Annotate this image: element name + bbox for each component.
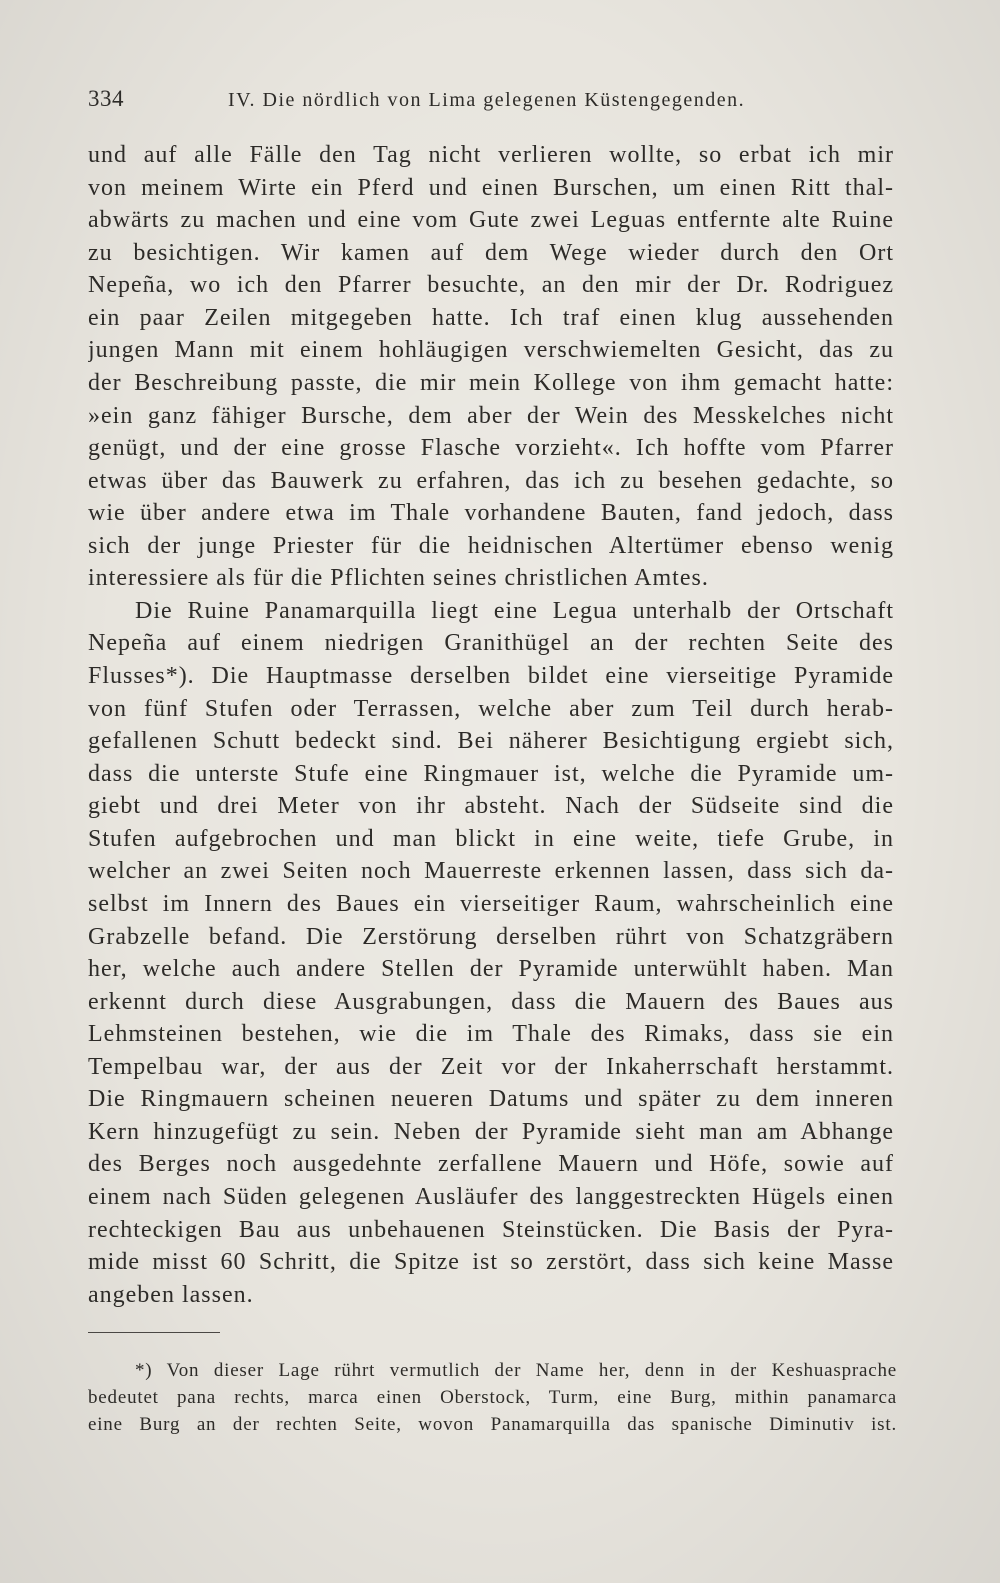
- footnote-line: eine Burg an der rechten Seite, wovon Panamarquilla das spanische Diminutiv ist.: [88, 1414, 897, 1435]
- text-line: von meinem Wirte ein Pferd und einen Burschen, um einen Ritt thal-: [88, 174, 894, 201]
- text-line: einem nach Süden gelegenen Ausläufer des langgestreckten Hügels einen: [88, 1184, 894, 1210]
- text-line: rechteckigen Bau aus unbehauenen Steinstücken. Die Basis der Pyra-: [88, 1216, 894, 1243]
- text-line: sich der junge Priester für die heidnischen Altertümer ebenso wenig: [88, 532, 894, 559]
- text-line: der Beschreibung passte, die mir mein Kollege von ihm gemacht hatte:: [88, 369, 894, 396]
- text-line: Tempelbau war, der aus der Zeit vor der Inkaherrschaft herstammt.: [88, 1053, 894, 1080]
- running-head: IV. Die nördlich von Lima gelegenen Küstengegenden.: [228, 89, 746, 111]
- text-line: gefallenen Schutt bedeckt sind. Bei näherer Besichtigung ergiebt sich,: [88, 728, 894, 755]
- footnote-line: *) Von dieser Lage rührt vermutlich der Name her, denn in der Keshuasprache: [135, 1360, 897, 1381]
- text-line: abwärts zu machen und eine vom Gute zwei Leguas entfernte alte Ruine: [88, 207, 894, 234]
- text-line: Flusses*). Die Hauptmasse derselben bildet eine vierseitige Pyramide: [88, 663, 894, 689]
- footnote-line: bedeutet pana rechts, marca einen Oberstock, Turm, eine Burg, mithin panamarca: [88, 1387, 897, 1408]
- text-line: Kern hinzugefügt zu sein. Neben der Pyramide sieht man am Abhange: [88, 1118, 894, 1145]
- body-text: [88, 139, 894, 1311]
- text-line: erkennt durch diese Ausgrabungen, dass die Mauern des Baues aus: [88, 988, 894, 1015]
- text-line: jungen Mann mit einem hohläugigen verschwiemelten Gesicht, das zu: [88, 337, 894, 364]
- text-line: Nepeña, wo ich den Pfarrer besuchte, an den mir der Dr. Rodriguez: [88, 272, 894, 299]
- footnote: [88, 1357, 897, 1438]
- text-line: ein paar Zeilen mitgegeben hatte. Ich traf einen klug aussehenden: [88, 304, 894, 331]
- text-line: Die Ruine Panamarquilla liegt eine Legua unterhalb der Ortschaft: [135, 597, 894, 624]
- footnote-rule: [88, 1332, 220, 1333]
- text-line: Die Ringmauern scheinen neueren Datums und später zu dem inneren: [88, 1086, 894, 1113]
- text-line: welcher an zwei Seiten noch Mauerreste erkennen lassen, dass sich da-: [88, 858, 894, 885]
- text-line: »ein ganz fähiger Bursche, dem aber der Wein des Messkelches nicht: [88, 402, 894, 429]
- paragraph: [88, 139, 894, 595]
- text-line: des Berges noch ausgedehnte zerfallene Mauern und Höfe, sowie auf: [88, 1151, 894, 1178]
- paragraph: [88, 595, 894, 1311]
- text-line: angeben lassen.: [88, 1281, 254, 1308]
- text-line: wie über andere etwa im Thale vorhandene Bauten, fand jedoch, dass: [88, 500, 894, 527]
- text-line: Stufen aufgebrochen und man blickt in eine weite, tiefe Grube, in: [88, 825, 894, 852]
- text-line: etwas über das Bauwerk zu erfahren, das ich zu besehen gedachte, so: [88, 467, 894, 494]
- page-number: 334: [88, 86, 124, 111]
- text-line: selbst im Innern des Baues ein vierseitiger Raum, wahrscheinlich eine: [88, 890, 894, 917]
- text-line: her, welche auch andere Stellen der Pyramide unterwühlt haben. Man: [88, 956, 894, 983]
- text-line: mide misst 60 Schritt, die Spitze ist so zerstört, dass sich keine Masse: [88, 1249, 894, 1276]
- text-line: Lehmsteinen bestehen, wie die im Thale des Rimaks, dass sie ein: [88, 1021, 894, 1048]
- text-line: giebt und drei Meter von ihr absteht. Nach der Südseite sind die: [88, 793, 894, 820]
- text-line: zu besichtigen. Wir kamen auf dem Wege wieder durch den Ort: [88, 239, 894, 266]
- text-line: dass die unterste Stufe eine Ringmauer ist, welche die Pyramide um-: [88, 760, 894, 787]
- page-header: [88, 86, 894, 126]
- text-line: Grabzelle befand. Die Zerstörung derselben rührt von Schatzgräbern: [88, 923, 894, 950]
- text-line: Nepeña auf einem niedrigen Granithügel an der rechten Seite des: [88, 630, 894, 657]
- text-line: von fünf Stufen oder Terrassen, welche aber zum Teil durch herab-: [88, 695, 894, 722]
- text-line: und auf alle Fälle den Tag nicht verlieren wollte, so erbat ich mir: [88, 142, 894, 168]
- text-line: interessiere als für die Pflichten seines christlichen Amtes.: [88, 565, 709, 592]
- text-line: genügt, und der eine grosse Flasche vorzieht«. Ich hoffte vom Pfarrer: [88, 435, 894, 462]
